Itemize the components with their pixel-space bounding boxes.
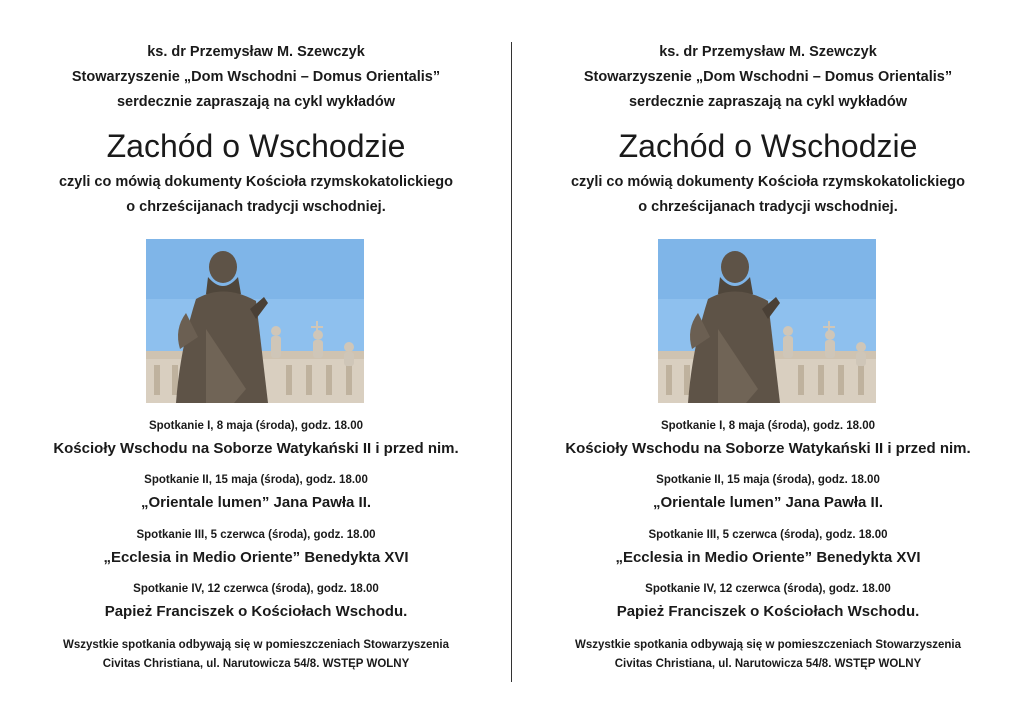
meeting-4-details: Spotkanie IV, 12 czerwca (środa), godz. 18.00 bbox=[645, 583, 891, 595]
invitation-text: serdecznie zapraszają na cykl wykładów bbox=[628, 94, 908, 110]
association-name: Stowarzyszenie „Dom Wschodni – Domus Orientalis” bbox=[71, 69, 441, 85]
meeting-2-details: Spotkanie II, 15 maja (środa), godz. 18.00 bbox=[144, 474, 368, 486]
meeting-3-topic: „Ecclesia in Medio Oriente” Benedykta XVI bbox=[103, 549, 409, 566]
saint-peter-statue-photo bbox=[658, 239, 876, 403]
meeting-1-topic: Kościoły Wschodu na Soborze Watykański II i przed nim. bbox=[53, 440, 459, 457]
meeting-2-details: Spotkanie II, 15 maja (środa), godz. 18.00 bbox=[656, 474, 880, 486]
meeting-1-details: Spotkanie I, 8 maja (środa), godz. 18.00 bbox=[148, 420, 364, 432]
footer-line-1: Wszystkie spotkania odbywają się w pomieszczeniach Stowarzyszenia bbox=[574, 639, 962, 651]
association-name: Stowarzyszenie „Dom Wschodni – Domus Orientalis” bbox=[583, 69, 953, 85]
flyer-title: Zachód o Wschodzie bbox=[106, 128, 406, 164]
footer-line-2: Civitas Christiana, ul. Narutowicza 54/8. WSTĘP WOLNY bbox=[614, 658, 922, 670]
meeting-1-details: Spotkanie I, 8 maja (środa), godz. 18.00 bbox=[660, 420, 876, 432]
meeting-2-topic: „Orientale lumen” Jana Pawła II. bbox=[652, 494, 884, 511]
subtitle-line-1: czyli co mówią dokumenty Kościoła rzymskokatolickiego bbox=[58, 174, 454, 190]
meeting-1-topic: Kościoły Wschodu na Soborze Watykański II i przed nim. bbox=[565, 440, 971, 457]
invitation-text: serdecznie zapraszają na cykl wykładów bbox=[116, 94, 396, 110]
subtitle-line-2: o chrześcijanach tradycji wschodniej. bbox=[126, 199, 386, 215]
flyer-title: Zachód o Wschodzie bbox=[618, 128, 918, 164]
meeting-2-topic: „Orientale lumen” Jana Pawła II. bbox=[140, 494, 372, 511]
meeting-4-topic: Papież Franciszek o Kościołach Wschodu. bbox=[104, 603, 408, 620]
organizer-name: ks. dr Przemysław M. Szewczyk bbox=[659, 44, 877, 60]
footer-line-2: Civitas Christiana, ul. Narutowicza 54/8. WSTĘP WOLNY bbox=[102, 658, 410, 670]
subtitle-line-1: czyli co mówią dokumenty Kościoła rzymskokatolickiego bbox=[570, 174, 966, 190]
footer-line-1: Wszystkie spotkania odbywają się w pomieszczeniach Stowarzyszenia bbox=[62, 639, 450, 651]
organizer-name: ks. dr Przemysław M. Szewczyk bbox=[147, 44, 365, 60]
meeting-4-topic: Papież Franciszek o Kościołach Wschodu. bbox=[616, 603, 920, 620]
flyer-right bbox=[512, 0, 1024, 725]
meeting-3-details: Spotkanie III, 5 czerwca (środa), godz. 18.00 bbox=[648, 529, 888, 541]
subtitle-line-2: o chrześcijanach tradycji wschodniej. bbox=[638, 199, 898, 215]
meeting-3-topic: „Ecclesia in Medio Oriente” Benedykta XVI bbox=[615, 549, 921, 566]
meeting-4-details: Spotkanie IV, 12 czerwca (środa), godz. 18.00 bbox=[133, 583, 379, 595]
meeting-3-details: Spotkanie III, 5 czerwca (środa), godz. 18.00 bbox=[136, 529, 376, 541]
saint-peter-statue-photo bbox=[146, 239, 364, 403]
